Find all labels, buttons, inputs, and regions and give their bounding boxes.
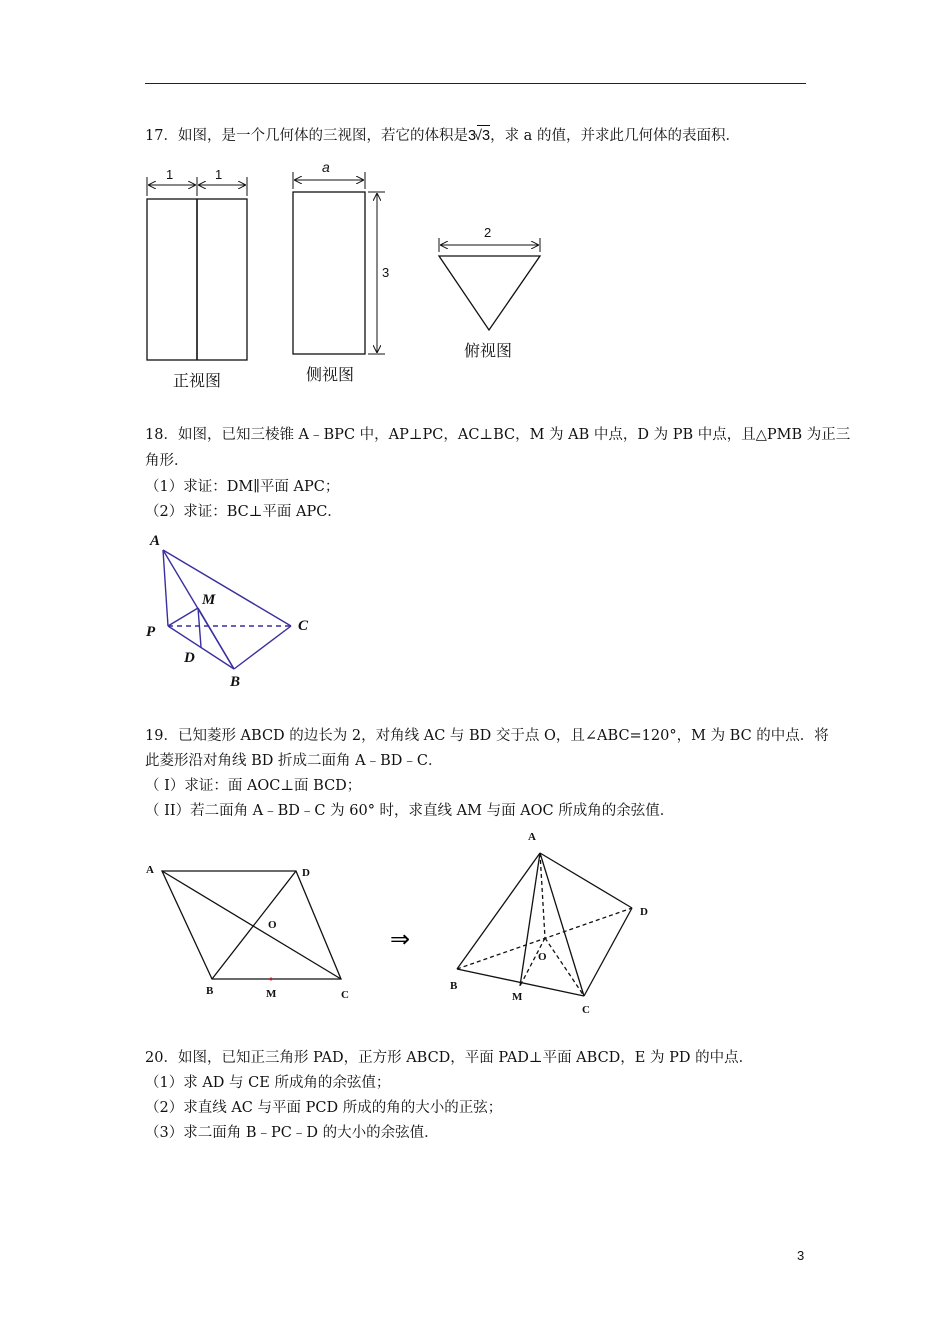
q18-label-d: D xyxy=(184,650,195,666)
q18-line2: 角形． xyxy=(145,453,189,469)
q18-line1: 18．如图，已知三棱锥 A﹣BPC 中，AP⊥PC，AC⊥BC，M 为 AB 中点，D 为 PB 中点，且△PMB 为正三 xyxy=(145,427,851,443)
q19-fold-label-d: D xyxy=(640,906,648,918)
q18-label-b: B xyxy=(230,674,241,690)
top-view-caption: 俯视图 xyxy=(464,341,513,360)
q19-flat-label-o: O xyxy=(268,919,277,931)
q19-flat-label-c: C xyxy=(341,989,349,1001)
q19-line2: 此菱形沿对角线 BD 折成二面角 A﹣BD﹣C． xyxy=(145,753,443,769)
q17-volume: 3√3 xyxy=(468,128,490,144)
top-dim: 2 xyxy=(484,225,492,240)
q19-flat-label-b: B xyxy=(206,985,214,997)
q20-part3: （3）求二面角 B﹣PC﹣D 的大小的余弦值． xyxy=(145,1125,439,1141)
side-dim-top: a xyxy=(322,159,330,175)
q18-part2: （2）求证：BC⊥平面 APC． xyxy=(145,504,342,520)
side-dim-height: 3 xyxy=(382,265,390,280)
front-view-caption: 正视图 xyxy=(173,371,222,390)
q19-flat-label-a: A xyxy=(146,864,154,876)
q18-label-a: A xyxy=(150,533,161,549)
q19-part2: （ II）若二面角 A﹣BD﹣C 为 60° 时，求直线 AM 与面 AOC 所成角的余弦值． xyxy=(145,803,675,819)
q18-label-p: P xyxy=(146,624,156,640)
implies-arrow: ⇒ xyxy=(390,925,411,953)
q17-text-before: 17．如图，是一个几何体的三视图，若它的体积是 xyxy=(145,128,468,144)
q20-part2: （2）求直线 AC 与平面 PCD 所成的角的大小的正弦； xyxy=(145,1100,503,1116)
q19-fold-label-a: A xyxy=(528,831,536,843)
q19-fold-label-c: C xyxy=(582,1004,590,1016)
q19-flat-label-d: D xyxy=(302,867,310,879)
q19-folded-pyramid xyxy=(457,853,632,996)
q19-fold-label-m: M xyxy=(512,991,523,1003)
q18-label-m: M xyxy=(202,592,216,608)
q19-flat-label-m: M xyxy=(266,988,277,1000)
side-view-caption: 侧视图 xyxy=(306,365,355,384)
q19-part1: （ I）求证：面 AOC⊥面 BCD； xyxy=(145,778,362,794)
q18-label-c: C xyxy=(298,618,309,634)
q19-line1: 19．已知菱形 ABCD 的边长为 2，对角线 AC 与 BD 交于点 O，且∠ABC=120°，M 为 BC 的中点．将 xyxy=(145,728,829,744)
q20-line1: 20．如图，已知正三角形 PAD，正方形 ABCD，平面 PAD⊥平面 ABCD，E 为 PD 的中点． xyxy=(145,1050,754,1066)
q19-fold-label-b: B xyxy=(450,980,458,992)
q20-part1: （1）求 AD 与 CE 所成角的余弦值； xyxy=(145,1075,391,1091)
q19-fold-label-o: O xyxy=(538,951,547,963)
front-dim-left: 1 xyxy=(166,167,174,182)
q19-flat-rhombus xyxy=(162,871,341,979)
q17-text-after: ，求 a 的值，并求此几何体的表面积． xyxy=(490,128,740,144)
page-number: 3 xyxy=(797,1248,805,1263)
q18-part1: （1）求证：DM∥平面 APC； xyxy=(145,479,340,495)
front-dim-right: 1 xyxy=(215,167,223,182)
